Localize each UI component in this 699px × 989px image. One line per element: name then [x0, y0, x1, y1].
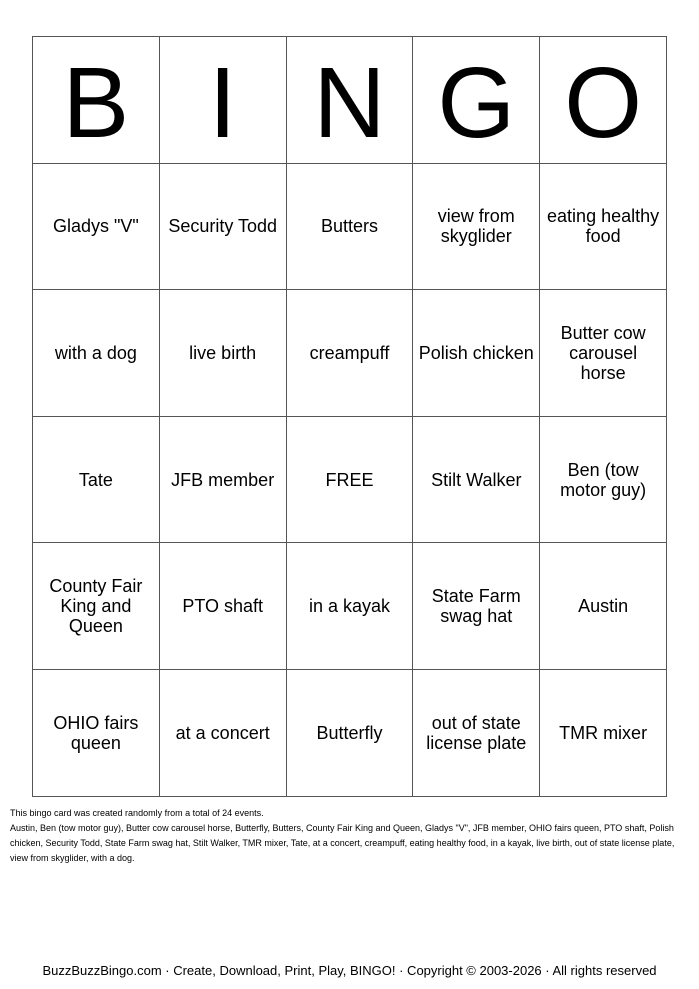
bingo-row: [33, 416, 667, 543]
bingo-cell: live birth: [159, 290, 286, 417]
bingo-cell: Butters: [286, 163, 413, 290]
bingo-row: [33, 543, 667, 670]
bingo-cell: with a dog: [33, 290, 160, 417]
bingo-row: [33, 290, 667, 417]
bingo-cell: Gladys "V": [33, 163, 160, 290]
bingo-cell: State Farm swag hat: [413, 543, 540, 670]
bingo-cell: Security Todd: [159, 163, 286, 290]
bingo-cell: Ben (tow motor guy): [540, 416, 667, 543]
bingo-header-row: [33, 37, 667, 164]
bingo-cell: Polish chicken: [413, 290, 540, 417]
bingo-free-cell: FREE: [286, 416, 413, 543]
bingo-cell: creampuff: [286, 290, 413, 417]
event-list: Austin, Ben (tow motor guy), Butter cow carousel horse, Butterfly, Butters, County Fair King and Queen, Gladys "V", JFB member, OHIO fairs queen, PTO shaft, Polish chicken, Security Todd, State Farm swag hat, Stilt Walker, TMR mixer, Tate, at a concert, creampuff, eating healthy food, in a kayak, live birth, out of state license plate, view from skyglider, with a dog.: [10, 823, 675, 863]
bingo-cell: out of state license plate: [413, 669, 540, 796]
bingo-cell: JFB member: [159, 416, 286, 543]
bingo-cell: eating healthy food: [540, 163, 667, 290]
bingo-header-letter: O: [540, 37, 667, 164]
bingo-cell: Tate: [33, 416, 160, 543]
card-footnote: [10, 806, 690, 866]
bingo-cell: in a kayak: [286, 543, 413, 670]
bingo-cell: at a concert: [159, 669, 286, 796]
bingo-cell: TMR mixer: [540, 669, 667, 796]
bingo-row: [33, 669, 667, 796]
bingo-cell: PTO shaft: [159, 543, 286, 670]
bingo-cell: view from skyglider: [413, 163, 540, 290]
bingo-cell: Stilt Walker: [413, 416, 540, 543]
bingo-cell: OHIO fairs queen: [33, 669, 160, 796]
event-count-note: This bingo card was created randomly from a total of 24 events.: [10, 808, 264, 818]
bingo-cell: Austin: [540, 543, 667, 670]
copyright-line: BuzzBuzzBingo.com · Create, Download, Print, Play, BINGO! · Copyright © 2003-2026 · All rights reserved: [42, 963, 657, 978]
bingo-cell: County Fair King and Queen: [33, 543, 160, 670]
bingo-cell: Butter cow carousel horse: [540, 290, 667, 417]
bingo-card: [32, 36, 667, 797]
bingo-row: [33, 163, 667, 290]
bingo-header-letter: G: [413, 37, 540, 164]
bingo-header-letter: I: [159, 37, 286, 164]
bingo-header-letter: N: [286, 37, 413, 164]
bingo-cell: Butterfly: [286, 669, 413, 796]
bingo-header-letter: B: [33, 37, 160, 164]
